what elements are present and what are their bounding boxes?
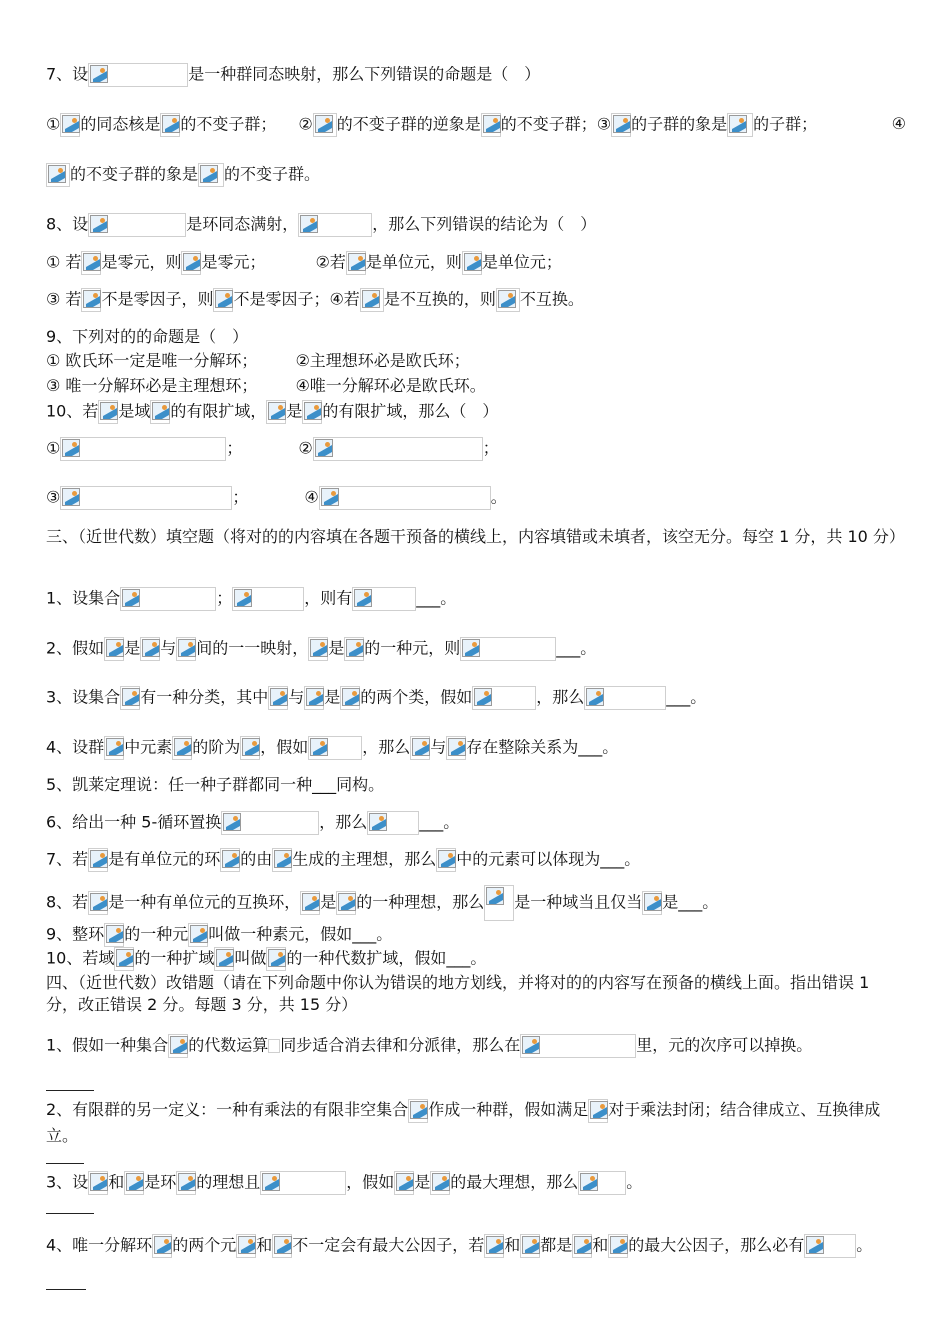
- broken-image-icon: [430, 1171, 450, 1195]
- section-3-heading: 三、（近世代数）填空题（将对的的内容填在各题干预备的横线上，内容填错或未填者，该空无分。每空 1 分，共 10 分）: [46, 527, 905, 546]
- broken-image-icon: [367, 811, 419, 835]
- text: 的阶为: [192, 737, 241, 757]
- q9-line: 9、下列对的的命题是（ ）: [46, 327, 249, 346]
- text: ① 欧氏环一定是唯一分解环；: [46, 351, 258, 370]
- broken-image-icon: [344, 637, 364, 661]
- text: 的两个类，假如: [360, 687, 473, 707]
- broken-image-icon: [140, 637, 160, 661]
- text: 里，元的次序可以掉换。: [636, 1035, 813, 1055]
- broken-image-icon: [352, 587, 416, 611]
- text: ，那么下列错误的结论为（ ）: [372, 214, 597, 234]
- fill-4: [46, 736, 618, 760]
- broken-image-icon: [168, 1034, 188, 1058]
- text: 中的元素可以体现为___。: [456, 849, 641, 869]
- correct-1: [46, 1034, 812, 1058]
- text: ，那么: [319, 812, 368, 832]
- broken-image-icon: [88, 848, 108, 872]
- text: 不一定会有最大公因子，若: [292, 1235, 485, 1255]
- broken-image-icon: [484, 1234, 504, 1258]
- section-4-heading: 四、（近世代数）改错题（请在下列命题中你认为错误的地方划线，并将对的的内容写在预备的横线上面。指出错误 1 分，改正错误 2 分。每题 3 分，共 15 分）: [46, 973, 870, 1014]
- text: 7、若: [46, 849, 89, 869]
- broken-image-icon: [104, 637, 124, 661]
- text: 的同态核是: [80, 114, 161, 134]
- q8-options-1: [46, 251, 562, 275]
- text: 7、设: [46, 64, 89, 84]
- text: 2、假如: [46, 638, 105, 658]
- text: 的有限扩域，: [170, 401, 267, 421]
- broken-image-icon: [124, 1171, 144, 1195]
- broken-image-icon: [394, 1171, 414, 1195]
- broken-image-icon: [221, 811, 319, 835]
- answer-line: [46, 1090, 94, 1091]
- text: 的理想且: [196, 1172, 261, 1192]
- text: 1、假如一种集合: [46, 1035, 169, 1055]
- fill-10: [46, 947, 486, 971]
- broken-image-icon: [160, 113, 180, 137]
- fill-1: [46, 587, 456, 611]
- text: 的子群；: [753, 114, 818, 134]
- text: 。: [856, 1235, 873, 1255]
- text: ②主理想环必是欧氏环；: [295, 351, 470, 370]
- broken-image-icon: [496, 288, 520, 312]
- q7-options-2: [46, 163, 320, 187]
- broken-image-icon: [240, 736, 260, 760]
- broken-image-icon: [81, 288, 101, 312]
- text: 不是零因子，则: [101, 289, 214, 309]
- text: 是___。: [662, 892, 719, 912]
- broken-image-icon: [60, 113, 80, 137]
- text: 的代数运算: [188, 1035, 269, 1055]
- text: ，假如: [346, 1172, 395, 1192]
- broken-image-icon: [578, 1171, 626, 1195]
- q10-options-1: [46, 437, 499, 461]
- broken-image-icon: [272, 1234, 292, 1258]
- text: ③: [46, 487, 61, 507]
- text: 是一种有单位元的互换环，: [108, 892, 301, 912]
- text: 的一种元: [124, 924, 189, 944]
- broken-image-icon: [176, 637, 196, 661]
- broken-image-icon: [313, 437, 483, 461]
- broken-image-icon: [88, 213, 186, 237]
- text: ④: [304, 487, 319, 507]
- fill-8: [46, 885, 718, 921]
- broken-image-icon: [266, 400, 286, 424]
- broken-image-icon: [300, 891, 320, 915]
- fill-6: [46, 811, 459, 835]
- broken-image-icon: [220, 848, 240, 872]
- text: 的一种元，则: [364, 638, 461, 658]
- broken-image-icon: [232, 587, 304, 611]
- broken-image-icon: [298, 213, 372, 237]
- q10-line: [46, 400, 498, 424]
- broken-image-icon: [198, 163, 224, 187]
- correct-3: [46, 1171, 642, 1195]
- text: 和: [108, 1172, 125, 1192]
- text: ；: [216, 588, 233, 608]
- text: 的不变子群；③: [500, 114, 612, 134]
- correct-2: [46, 1097, 906, 1148]
- text: 对于乘法封闭；结合律成立、互换律成立。: [46, 1100, 881, 1145]
- text: 是零元，则: [101, 252, 182, 272]
- text: 。: [490, 487, 507, 507]
- text: ，则有: [304, 588, 353, 608]
- text: ；: [232, 487, 249, 507]
- text: 4、设群: [46, 737, 105, 757]
- broken-image-icon: [114, 947, 134, 971]
- text: 8、设: [46, 214, 89, 234]
- broken-image-icon: [446, 736, 466, 760]
- broken-image-icon: [260, 1171, 346, 1195]
- broken-image-icon: [308, 736, 362, 760]
- text: ②: [298, 438, 313, 458]
- broken-image-icon: [81, 251, 101, 275]
- text: 9、整环: [46, 924, 105, 944]
- text: 的一种理想，那么: [356, 892, 485, 912]
- broken-image-icon: [152, 1234, 172, 1258]
- text: ①: [46, 114, 61, 134]
- fill-5: 5、凯莱定理说：任一种子群都同一种___同构。: [46, 775, 385, 794]
- broken-image-icon: [214, 947, 234, 971]
- broken-image-icon: [181, 251, 201, 275]
- broken-image-icon: [484, 885, 514, 921]
- text: 4、唯一分解环: [46, 1235, 153, 1255]
- text: 和: [592, 1235, 609, 1255]
- text: 2、有限群的另一定义：一种有乘法的有限非空集合: [46, 1100, 409, 1119]
- text: 作成一种群，假如满足: [428, 1100, 589, 1119]
- text: 的有限扩域，那么（ ）: [322, 401, 499, 421]
- broken-image-icon: [308, 637, 328, 661]
- text: 1、设集合: [46, 588, 121, 608]
- text: 的子群的象是: [631, 114, 728, 134]
- text: 是一种域当且仅当: [514, 892, 643, 912]
- text: 是: [328, 638, 345, 658]
- broken-image-icon: [268, 1039, 280, 1053]
- text: ① 若: [46, 252, 82, 272]
- text: ，那么: [362, 737, 411, 757]
- text: 是: [324, 687, 341, 707]
- broken-image-icon: [572, 1234, 592, 1258]
- broken-image-icon: [236, 1234, 256, 1258]
- text: ②若: [315, 252, 346, 272]
- broken-image-icon: [120, 686, 140, 710]
- text: 是环同态满射，: [186, 214, 299, 234]
- broken-image-icon: [313, 113, 337, 137]
- text: 都是: [540, 1235, 573, 1255]
- text: 是: [286, 401, 303, 421]
- q9-options-1: [46, 350, 470, 372]
- fill-9: [46, 923, 392, 947]
- q8-options-2: [46, 288, 584, 312]
- text: ，那么: [536, 687, 585, 707]
- text: 6、给出一种 5-循环置换: [46, 812, 222, 832]
- text: 的由: [240, 849, 273, 869]
- text: 10、若域: [46, 948, 115, 968]
- broken-image-icon: [336, 891, 356, 915]
- text: 3、设集合: [46, 687, 121, 707]
- broken-image-icon: [520, 1234, 540, 1258]
- broken-image-icon: [584, 686, 666, 710]
- text: 存在整除关系为___。: [466, 737, 619, 757]
- broken-image-icon: [462, 251, 482, 275]
- text: 叫做: [234, 948, 267, 968]
- text: 是单位元；: [481, 252, 562, 272]
- broken-image-icon: [104, 923, 124, 947]
- answer-line: [46, 1213, 94, 1214]
- broken-image-icon: [304, 686, 324, 710]
- text: 不互换。: [519, 289, 584, 309]
- broken-image-icon: [213, 288, 233, 312]
- text: 是: [414, 1172, 431, 1192]
- text: 的不变子群的逆象是: [336, 114, 481, 134]
- text: 与: [430, 737, 447, 757]
- text: 与: [160, 638, 177, 658]
- broken-image-icon: [172, 736, 192, 760]
- text: 。: [626, 1172, 643, 1192]
- correct-4: [46, 1234, 872, 1258]
- broken-image-icon: [88, 891, 108, 915]
- text: 是域: [118, 401, 151, 421]
- fill-2: [46, 637, 596, 661]
- text: 3、设: [46, 1172, 89, 1192]
- text: 有一种分类，其中: [140, 687, 269, 707]
- q10-options-2: [46, 486, 507, 510]
- broken-image-icon: [436, 848, 456, 872]
- broken-image-icon: [472, 686, 536, 710]
- text: 的最大公因子，那么必有: [628, 1235, 805, 1255]
- broken-image-icon: [520, 1034, 636, 1058]
- broken-image-icon: [408, 1099, 428, 1123]
- answer-line: [46, 1163, 84, 1164]
- text: 和: [256, 1235, 273, 1255]
- broken-image-icon: [268, 686, 288, 710]
- text: ，假如: [260, 737, 309, 757]
- broken-image-icon: [410, 736, 430, 760]
- text: ①: [46, 438, 61, 458]
- text: ④唯一分解环必是欧氏环。: [295, 376, 486, 395]
- text: ；: [482, 438, 499, 458]
- text: ；: [226, 438, 243, 458]
- text: 的不变子群；: [180, 114, 277, 134]
- broken-image-icon: [642, 891, 662, 915]
- text: 是零元；: [201, 252, 266, 272]
- broken-image-icon: [588, 1099, 608, 1123]
- broken-image-icon: [88, 1171, 108, 1195]
- fill-3: [46, 686, 706, 710]
- q9-options-2: [46, 375, 486, 397]
- text: ___。: [666, 687, 707, 707]
- text: 中元素: [124, 737, 173, 757]
- text: 同步适合消去律和分派律，那么在: [280, 1035, 521, 1055]
- broken-image-icon: [272, 848, 292, 872]
- text: 不是零因子；④若: [233, 289, 360, 309]
- broken-image-icon: [98, 400, 118, 424]
- broken-image-icon: [346, 251, 366, 275]
- broken-image-icon: [188, 923, 208, 947]
- text: 的一种扩域: [134, 948, 215, 968]
- broken-image-icon: [104, 736, 124, 760]
- text: 是环: [144, 1172, 177, 1192]
- text: 的两个元: [172, 1235, 237, 1255]
- broken-image-icon: [727, 113, 753, 137]
- text: 生成的主理想，那么: [292, 849, 437, 869]
- broken-image-icon: [60, 486, 232, 510]
- text: 和: [504, 1235, 521, 1255]
- text: 的不变子群的象是: [70, 164, 199, 184]
- broken-image-icon: [460, 637, 556, 661]
- text: 的不变子群。: [224, 164, 321, 184]
- text: ___。: [419, 812, 460, 832]
- broken-image-icon: [340, 686, 360, 710]
- text: ___。: [556, 638, 597, 658]
- broken-image-icon: [481, 113, 501, 137]
- text: 8、若: [46, 892, 89, 912]
- text: 是: [320, 892, 337, 912]
- q7-line: [46, 63, 540, 87]
- broken-image-icon: [120, 587, 216, 611]
- broken-image-icon: [804, 1234, 856, 1258]
- text: 10、若: [46, 401, 99, 421]
- text: 是不互换的，则: [383, 289, 496, 309]
- text: ④: [891, 114, 906, 133]
- text: 是单位元，则: [365, 252, 462, 272]
- broken-image-icon: [302, 400, 322, 424]
- q8-line: [46, 213, 596, 237]
- text: ___。: [416, 588, 457, 608]
- broken-image-icon: [88, 63, 188, 87]
- text: ②: [298, 114, 313, 134]
- broken-image-icon: [266, 947, 286, 971]
- broken-image-icon: [60, 437, 226, 461]
- broken-image-icon: [608, 1234, 628, 1258]
- text: 的最大理想，那么: [450, 1172, 579, 1192]
- text: 叫做一种素元，假如___。: [208, 924, 393, 944]
- broken-image-icon: [360, 288, 384, 312]
- broken-image-icon: [319, 486, 491, 510]
- text: 是一种群同态映射，那么下列错误的命题是（ ）: [188, 64, 541, 84]
- text: ③ 若: [46, 289, 82, 309]
- q7-options-1: [46, 113, 906, 137]
- text: ③ 唯一分解环必是主理想环；: [46, 376, 258, 395]
- broken-image-icon: [611, 113, 631, 137]
- text: 与: [288, 687, 305, 707]
- text: 是: [124, 638, 141, 658]
- text: 间的一一映射，: [196, 638, 309, 658]
- answer-line: [46, 1289, 86, 1290]
- broken-image-icon: [46, 163, 70, 187]
- fill-7: [46, 848, 640, 872]
- text: 是有单位元的环: [108, 849, 221, 869]
- text: 的一种代数扩域，假如___。: [286, 948, 487, 968]
- broken-image-icon: [176, 1171, 196, 1195]
- broken-image-icon: [150, 400, 170, 424]
